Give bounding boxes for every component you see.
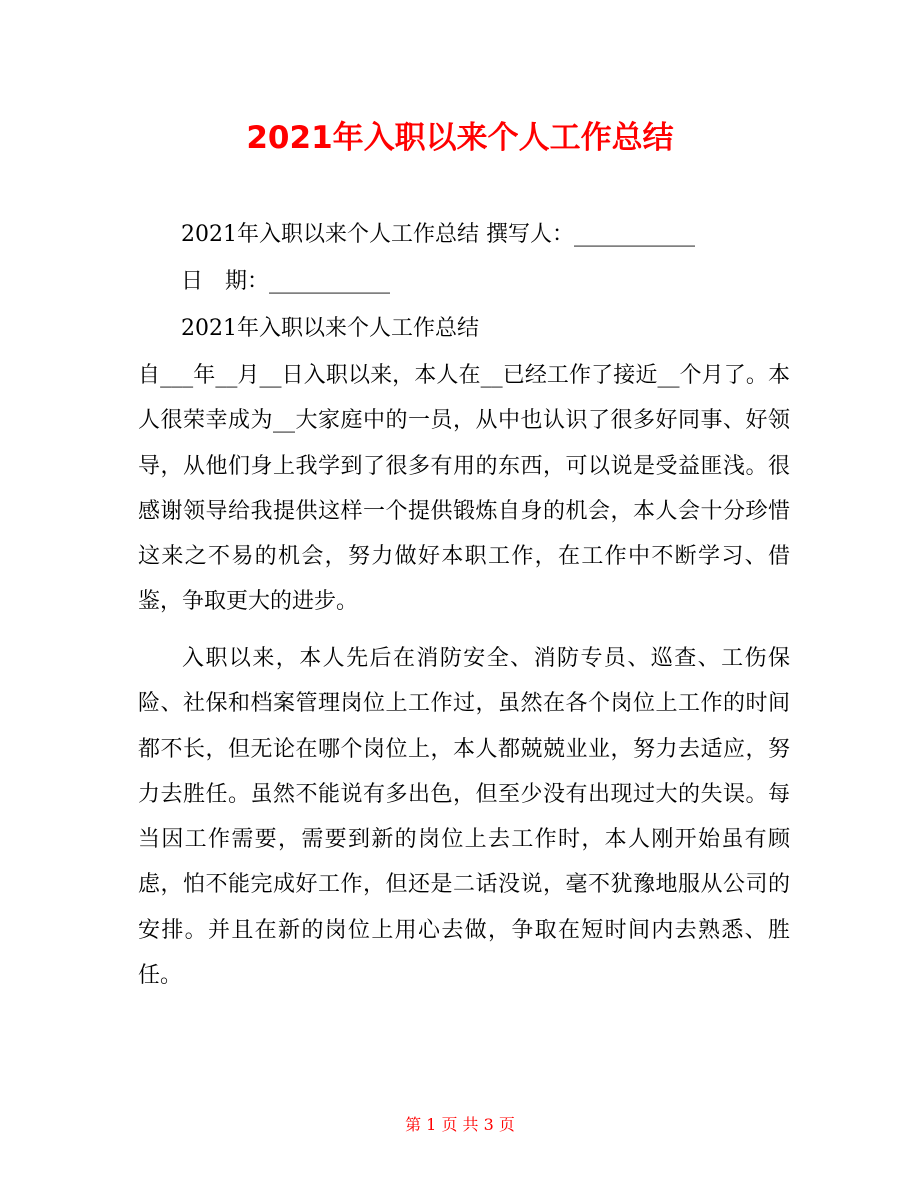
author-line: 2021年入职以来个人工作总结 撰写人：___________: [181, 222, 695, 247]
body-paragraph-2: 入职以来，本人先后在消防安全、消防专员、巡查、工伤保险、社保和档案管理岗位上工作过，虽然在各个岗位上工作的时间都不长，但无论在哪个岗位上，本人都兢兢业业，努力去适应，努力去胜任。虽然不能说有多出色，但至少没有出现过大的失误。每当因工作需要，需要到新的岗位上去工作时，本人刚开始虽有顾虑，怕不能完成好工作，但还是二话没说，毫不犹豫地服从公司的安排。并且在新的岗位上用心去做，争取在短时间内去熟悉、胜任。: [138, 646, 790, 989]
date-line: 日 期：___________: [181, 269, 391, 294]
page-indicator: 第 1 页 共 3 页: [405, 1115, 515, 1134]
body-paragraph-1: 自___年__月__日入职以来，本人在__已经工作了接近__个月了。本人很荣幸成为__大家庭中的一员，从中也认识了很多好同事、好领导，从他们身上我学到了很多有用的东西，可以说是受益匪浅。很感谢领导给我提供这样一个提供锻炼自身的机会，本人会十分珍惜这来之不易的机会，努力做好本职工作，在工作中不断学习、借鉴，争取更大的进步。: [138, 363, 790, 615]
document-title: 2021年入职以来个人工作总结: [246, 120, 674, 156]
subheading: 2021年入职以来个人工作总结: [181, 316, 479, 341]
